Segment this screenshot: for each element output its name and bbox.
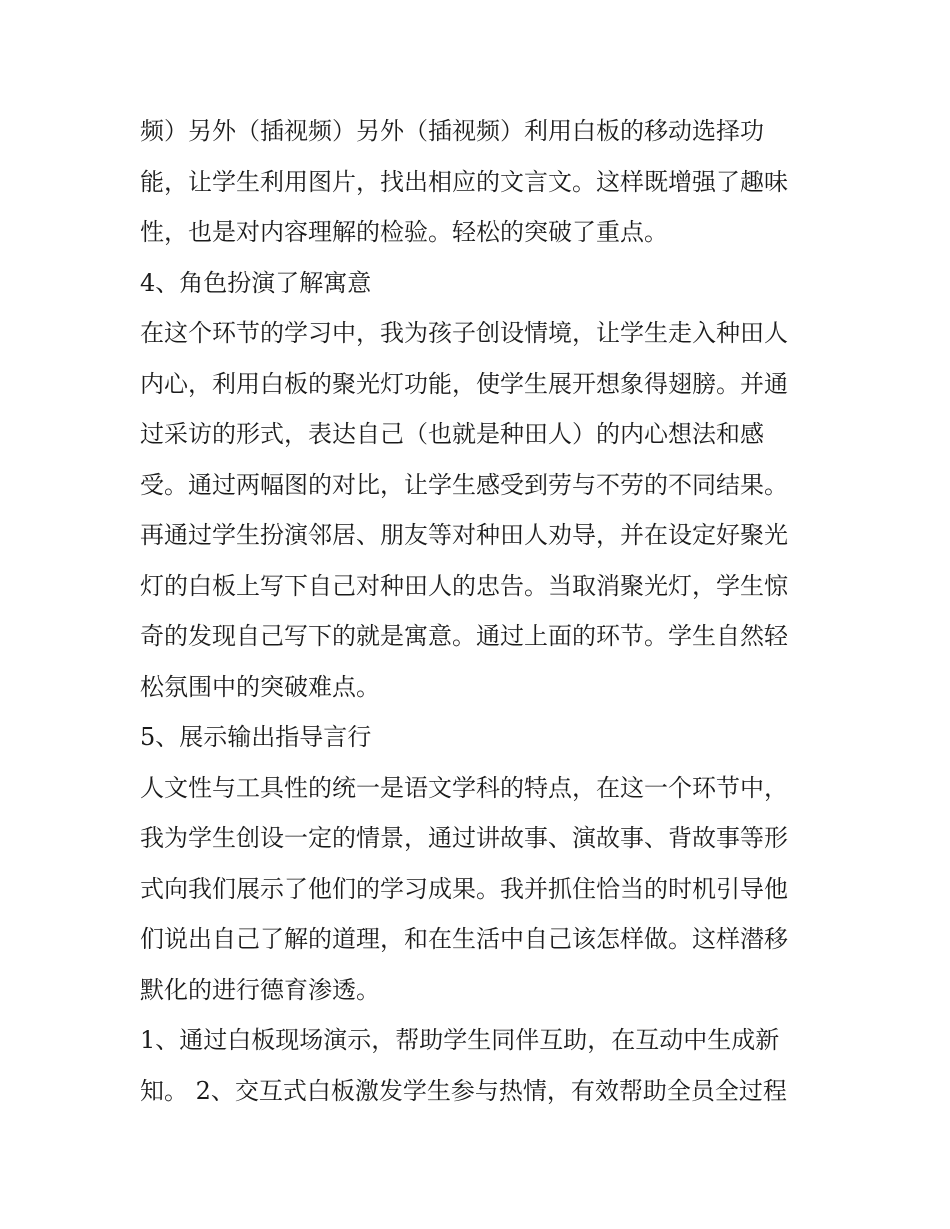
text-line: 1、通过白板现场演示，帮助学生同伴互助，在互动中生成新 xyxy=(140,1026,780,1054)
text-line: 频）另外（插视频）另外（插视频）利用白板的移动选择功 xyxy=(140,117,764,145)
text-line: 再通过学生扮演邻居、朋友等对种田人劝导，并在设定好聚光 xyxy=(140,521,788,549)
text-line: 式向我们展示了他们的学习成果。我并抓住恰当的时机引导他 xyxy=(140,874,788,903)
text-line: 人文性与工具性的统一是语文学科的特点，在这一个环节中， xyxy=(140,773,788,802)
text-line: 在这个环节的学习中，我为孩子创设情境，让学生走入种田人 xyxy=(140,319,788,347)
text-line: 知。 2、交互式白板激发学生参与热情，有效帮助全员全过程 xyxy=(140,1076,787,1105)
section-heading-5: 5、展示输出指导言行 xyxy=(140,723,372,751)
text-line: 过采访的形式，表达自己（也就是种田人）的内心想法和感 xyxy=(140,420,764,448)
document-body xyxy=(140,106,820,1116)
text-line: 受。通过两幅图的对比，让学生感受到劳与不劳的不同结果。 xyxy=(140,470,788,499)
text-line: 奇的发现自己写下的就是寓意。通过上面的环节。学生自然轻 xyxy=(140,622,788,650)
text-line: 灯的白板上写下自己对种田人的忠告。当取消聚光灯，学生惊 xyxy=(140,571,788,600)
text-line: 能，让学生利用图片，找出相应的文言文。这样既增强了趣味 xyxy=(140,167,788,196)
text-line: 松氛围中的突破难点。 xyxy=(140,672,380,701)
text-line: 性，也是对内容理解的检验。轻松的突破了重点。 xyxy=(140,218,668,246)
text-line: 我为学生创设一定的情景，通过讲故事、演故事、背故事等形 xyxy=(140,824,788,852)
text-line: 内心，利用白板的聚光灯功能，使学生展开想象得翅膀。并通 xyxy=(140,369,788,398)
text-line: 们说出自己了解的道理，和在生活中自己该怎样做。这样潜移 xyxy=(140,925,788,953)
section-heading-4: 4、角色扮演了解寓意 xyxy=(140,268,372,297)
text-line: 默化的进行德育渗透。 xyxy=(140,975,380,1004)
